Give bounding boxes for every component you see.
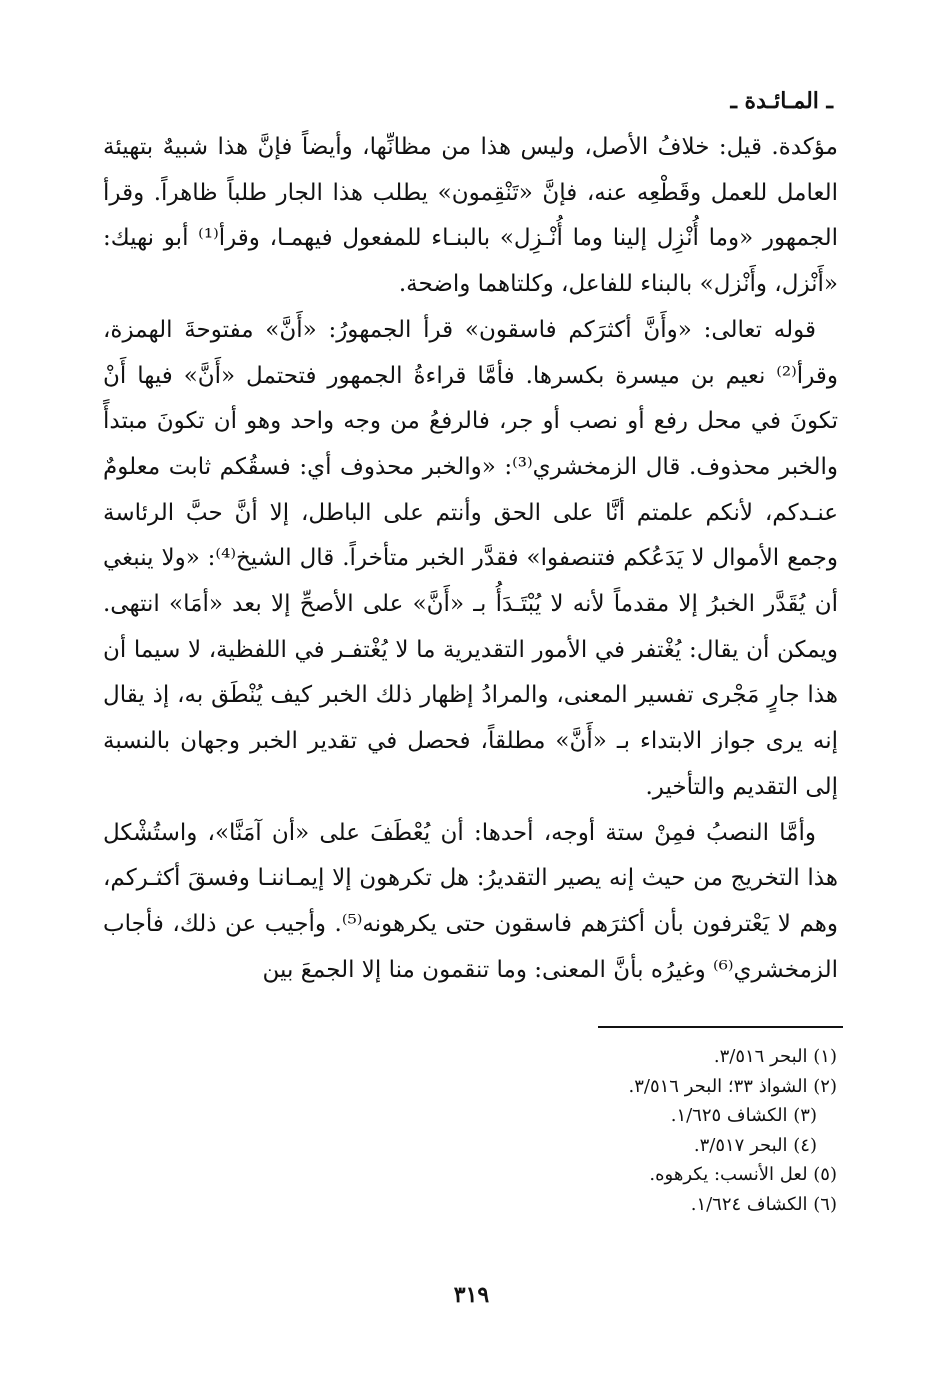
running-header: ـ المـائـدة ـ [730, 88, 833, 114]
footnote-3: (٣) الكشاف ١/٦٢٥. [670, 1105, 817, 1126]
footnote-5: (٥) لعل الأنسب: يكرهوه. [649, 1164, 837, 1185]
footnote-6: (٦) الكشاف ١/٦٢٤. [690, 1193, 837, 1215]
footnotes-list [437, 1042, 837, 1219]
main-text [103, 125, 838, 993]
footnote-4: (٤) البحر ٣/٥١٧. [693, 1134, 817, 1156]
page-number: ٣١٩ [453, 1282, 490, 1308]
footnote-1: (١) البحر ٣/٥١٦. [713, 1046, 837, 1067]
paragraph-2: قوله تعالى: «وأَنَّ أكثرَكم فاسقون» قرأ الجمهورُ: «أَنَّ» مفتوحةَ الهمزة، وقرأ⁽²⁾ نعيم بن ميسرة بكسرها. فأمَّا قراءةُ الجمهور فتحتمل «أَنَّ» فيها أَنْ تكونَ في محل رفع أو نصب أو جر، فالرفعُ من وجه واحد وهو أن تكونَ مبتدأً والخبر محذوف. قال الزمخشري⁽³⁾: «والخبر محذوف أي: فسقُكم ثابت معلومٌ عنـدكم، لأنكم علمتم أنَّا على الحق وأنتم على الباطل، إلا أنَّ حبَّ الرئاسة وجمع الأموال لا يَدَعُكم فتنصفوا» فقدَّر الخبر متأخراً. قال الشيخ⁽⁴⁾: «ولا ينبغي أن يُقَدَّر الخبرُ إلا مقدماً لأنه لا يُبْتَـدَأُ بـ «أَنَّ» على الأصحِّ إلا بعد «أمَا» انتهى. ويمكن أن يقال: يُغْتفر في الأمور التقديرية ما لا يُغْتفـر في اللفظية، لا سيما أن هذا جارٍ مَجْرى تفسير المعنى، والمرادُ إظهار ذلك الخبر كيف يُنْطَق به، إذ يقال إنه يرى جواز الابتداء بـ «أَنَّ» مطلقاً، فحصل في تقدير الخبر وجهان بالنسبة إلى التقديم والتأخير. [103, 316, 838, 800]
paragraph-1: مؤكدة. قيل: خلافُ الأصل، وليس هذا من مظانِّها، وأيضاً فإنَّ هذا شبيهٌ بتهيئة العامل للعمل وقَطْعِه عنه، فإنَّ «تَنْقِمون» يطلب هذا الجار طلباً ظاهراً. وقرأ الجمهور «وما أُنْزِل إلينا وما أُنْـزِل» بالبنـاء للمفعول فيهمـا، وقرأ⁽¹⁾ أبو نهيك: «أَنْزل، وأَنْزل» بالبناء للفاعل، وكلتاهما واضحة. [103, 134, 838, 298]
paragraph-3: وأمَّا النصبُ فمِنْ ستة أوجه، أحدها: أن يُعْطَفَ على «أن آمَنَّا»، واستُشْكل هذا التخريج من حيث إنه يصير التقديرُ: هل تكرهون إلا إيمـاننـا وفسقَ أكثـركم، وهم لا يَعْترفون بأن أكثرَهم فاسقون حتى يكرهونه⁽⁵⁾. وأجيب عن ذلك، فأجاب الزمخشري⁽⁶⁾ وغيرُه بأنَّ المعنى: وما تنقمون منا إلا الجمعَ بين [103, 819, 838, 983]
footnote-separator [598, 1026, 843, 1028]
footnote-2: (٢) الشواذ ٣٣؛ البحر ٣/٥١٦. [628, 1075, 837, 1097]
